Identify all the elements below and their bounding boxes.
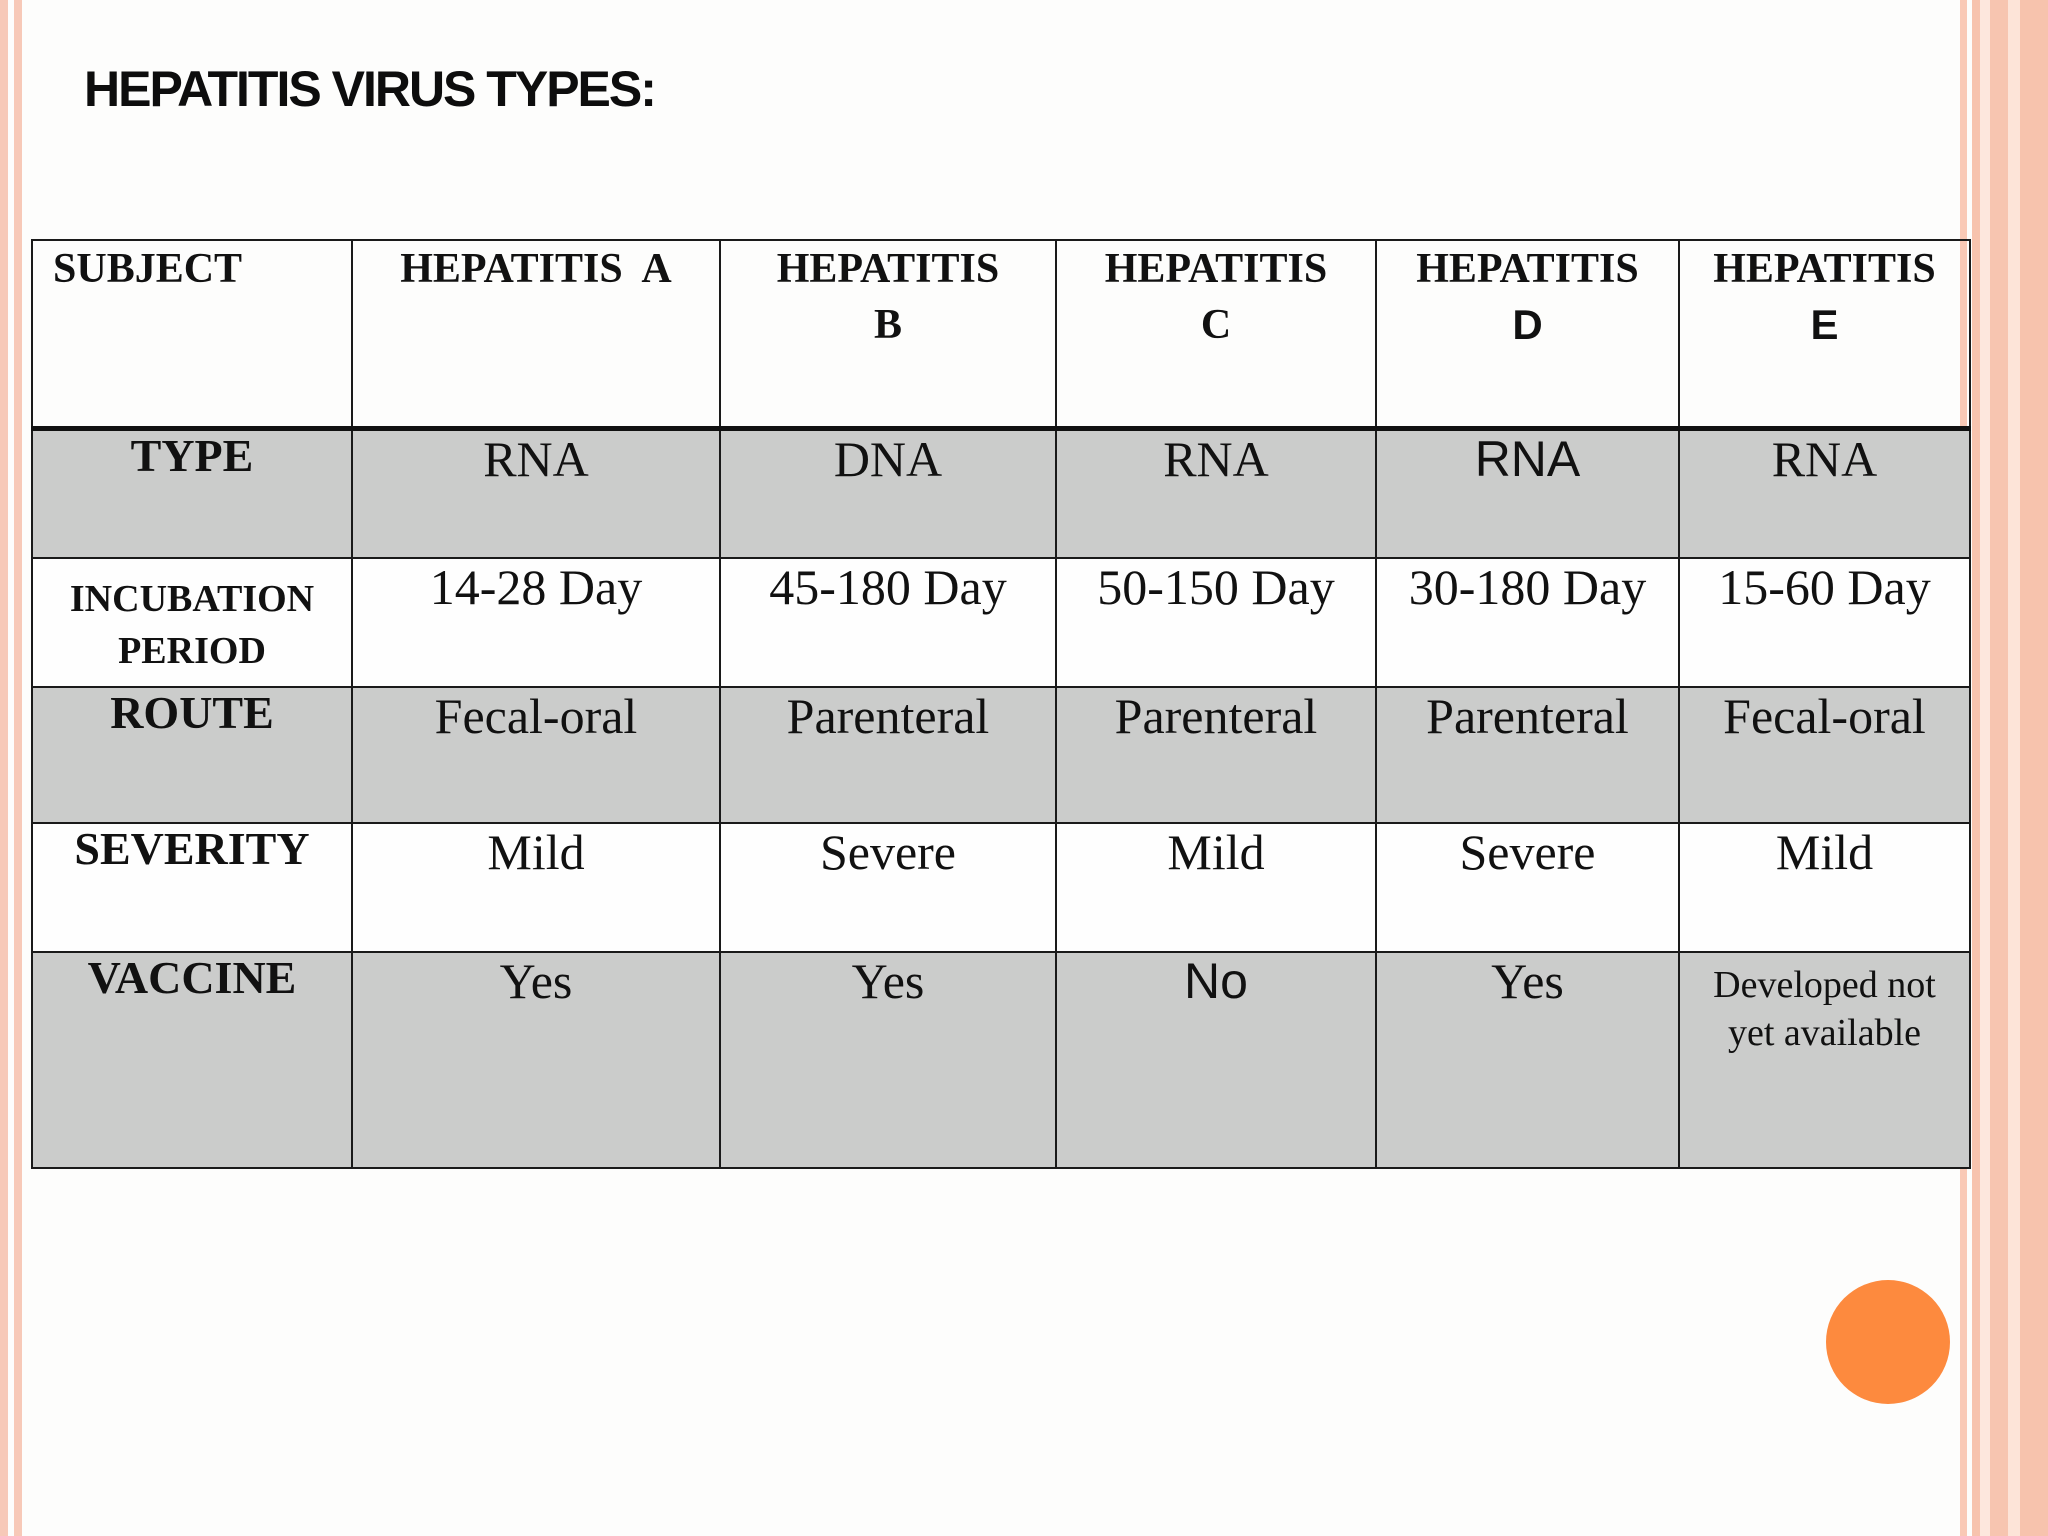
row-label-incubation-line2: PERIOD xyxy=(118,630,266,672)
header-hepatitis-d-line1: HEPATITIS xyxy=(1416,246,1639,292)
table-header-row xyxy=(32,240,1970,428)
header-hepatitis-c-line1: HEPATITIS xyxy=(1104,246,1328,292)
header-hepatitis-c-line2: C xyxy=(1200,302,1232,348)
table-row-severity xyxy=(32,823,1970,952)
header-hepatitis-d xyxy=(1376,240,1679,428)
header-hepatitis-d-line2: D xyxy=(1512,301,1543,348)
row-label-severity: SEVERITY xyxy=(32,823,352,952)
cell-type-b: DNA xyxy=(720,428,1056,558)
cell-type-d: RNA xyxy=(1376,428,1679,558)
cell-vaccine-d: Yes xyxy=(1376,952,1679,1168)
cell-route-c: Parenteral xyxy=(1056,687,1376,823)
cell-vaccine-c: No xyxy=(1056,952,1376,1168)
header-hepatitis-e xyxy=(1679,240,1970,428)
cell-type-a: RNA xyxy=(352,428,720,558)
row-label-vaccine: VACCINE xyxy=(32,952,352,1168)
right-border-stripe xyxy=(1990,0,2008,1536)
accent-circle xyxy=(1826,1280,1950,1404)
cell-incubation-b: 45-180 Day xyxy=(720,558,1056,687)
cell-vaccine-e xyxy=(1679,952,1970,1168)
header-hepatitis-e-line1: HEPATITIS xyxy=(1713,246,1936,292)
right-border-stripe xyxy=(2008,0,2020,1536)
row-label-incubation xyxy=(32,558,352,687)
cell-severity-e: Mild xyxy=(1679,823,1970,952)
left-border-stripe-inner xyxy=(14,0,22,1536)
cell-route-b: Parenteral xyxy=(720,687,1056,823)
cell-incubation-c: 50-150 Day xyxy=(1056,558,1376,687)
table-row-incubation xyxy=(32,558,1970,687)
cell-vaccine-a: Yes xyxy=(352,952,720,1168)
cell-vaccine-b: Yes xyxy=(720,952,1056,1168)
header-hepatitis-e-line2: E xyxy=(1810,301,1839,348)
hepatitis-comparison-table xyxy=(31,239,1971,1169)
cell-incubation-e: 15-60 Day xyxy=(1679,558,1970,687)
cell-incubation-a: 14-28 Day xyxy=(352,558,720,687)
cell-route-a: Fecal-oral xyxy=(352,687,720,823)
cell-severity-c: Mild xyxy=(1056,823,1376,952)
header-hepatitis-b-line1: HEPATITIS xyxy=(776,246,1000,292)
header-hepatitis-b xyxy=(720,240,1056,428)
row-label-type: TYPE xyxy=(32,428,352,558)
cell-severity-d: Severe xyxy=(1376,823,1679,952)
row-label-incubation-line1: INCUBATION xyxy=(69,578,315,620)
cell-severity-b: Severe xyxy=(720,823,1056,952)
left-border-stripe-outer xyxy=(0,0,8,1536)
header-hepatitis-c xyxy=(1056,240,1376,428)
header-hepatitis-b-line2: B xyxy=(873,302,902,348)
slide-title: HEPATITIS VIRUS TYPES: xyxy=(84,61,655,117)
table-row-type xyxy=(32,428,1970,558)
cell-vaccine-e-line2: yet available xyxy=(1727,1012,1922,1054)
cell-route-e: Fecal-oral xyxy=(1679,687,1970,823)
cell-route-d: Parenteral xyxy=(1376,687,1679,823)
table-row-route xyxy=(32,687,1970,823)
row-label-route: ROUTE xyxy=(32,687,352,823)
right-border-stripe xyxy=(1980,0,1990,1536)
header-subject: SUBJECT xyxy=(32,240,352,428)
cell-type-e: RNA xyxy=(1679,428,1970,558)
right-border-stripe xyxy=(1972,0,1980,1536)
right-border-stripe xyxy=(2020,0,2048,1536)
header-hepatitis-a: HEPATITIS A xyxy=(352,240,720,428)
cell-incubation-d: 30-180 Day xyxy=(1376,558,1679,687)
cell-severity-a: Mild xyxy=(352,823,720,952)
cell-vaccine-e-line1: Developed not xyxy=(1713,964,1936,1006)
cell-type-c: RNA xyxy=(1056,428,1376,558)
table-row-vaccine xyxy=(32,952,1970,1168)
